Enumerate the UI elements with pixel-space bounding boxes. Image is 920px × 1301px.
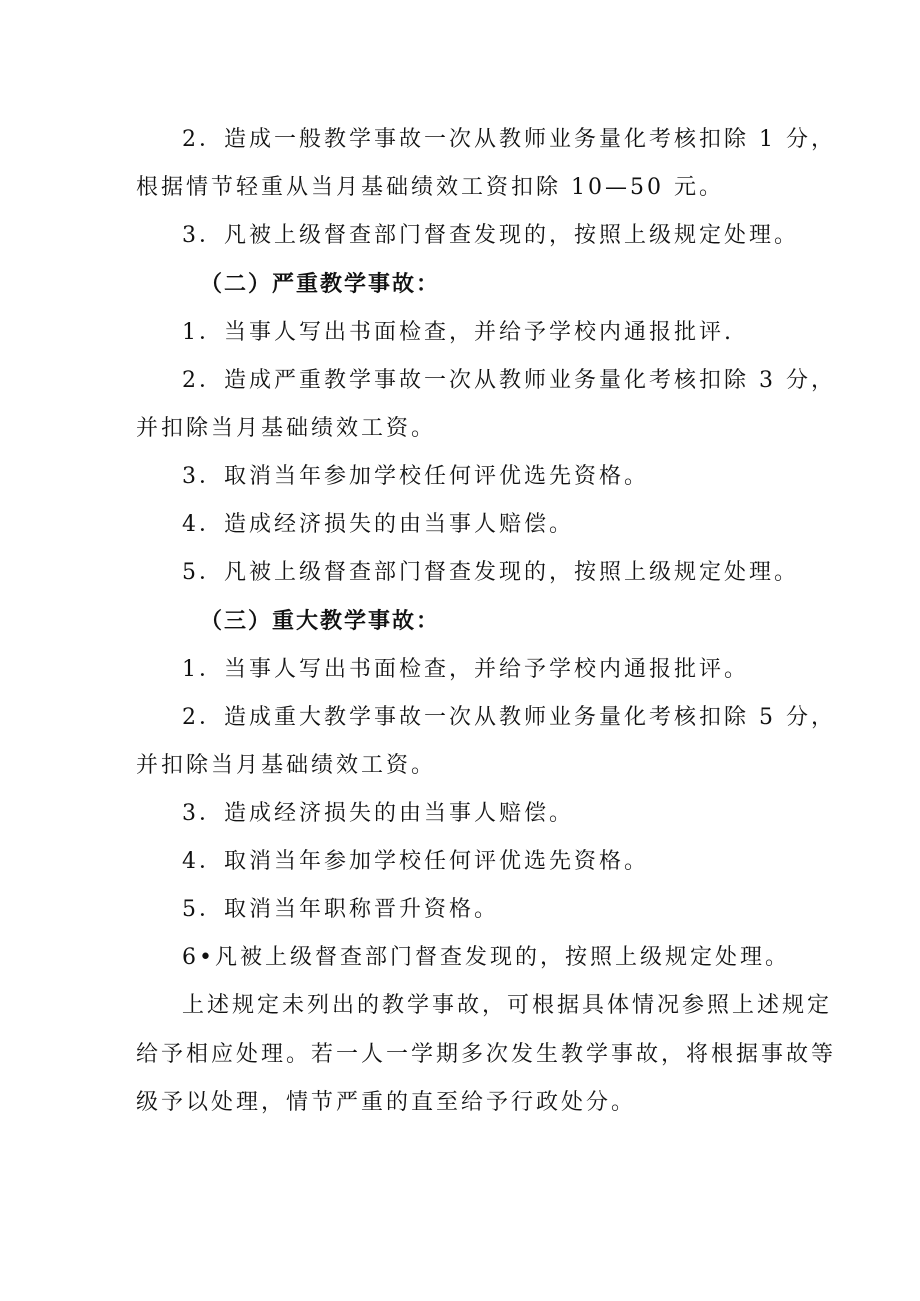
item-major-5: 5．取消当年职称晋升资格。	[182, 897, 499, 922]
item-serious-4: 4．造成经济损失的由当事人赔偿。	[182, 512, 574, 537]
item-serious-3: 3．取消当年参加学校任何评优选先资格。	[182, 464, 649, 489]
item-serious-1: 1．当事人写出书面检查，并给予学校内通报批评.	[182, 320, 734, 345]
closing-paragraph-line-3: 级予以处理，情节严重的直至给予行政处分。	[136, 1090, 637, 1115]
item-major-4: 4．取消当年参加学校任何评优选先资格。	[182, 849, 649, 874]
item-major-2-line-1: 2．造成重大教学事故一次从教师业务量化考核扣除 5 分，	[182, 705, 836, 730]
item-serious-2-line-1: 2．造成严重教学事故一次从教师业务量化考核扣除 3 分，	[182, 368, 836, 393]
item-general-2-line-1: 2．造成一般教学事故一次从教师业务量化考核扣除 1 分，	[182, 127, 836, 152]
item-serious-5: 5．凡被上级督查部门督查发现的，按照上级规定处理。	[182, 560, 799, 585]
item-major-2-line-2: 并扣除当月基础绩效工资。	[136, 753, 437, 778]
item-general-2-line-2: 根据情节轻重从当月基础绩效工资扣除 10—50 元。	[136, 175, 724, 200]
item-major-3: 3．造成经济损失的由当事人赔偿。	[182, 801, 574, 826]
item-major-1: 1．当事人写出书面检查，并给予学校内通报批评。	[182, 657, 749, 682]
item-general-3: 3．凡被上级督查部门督查发现的，按照上级规定处理。	[182, 223, 799, 248]
section-heading-serious: （二）严重教学事故：	[200, 271, 441, 297]
item-serious-2-line-2: 并扣除当月基础绩效工资。	[136, 416, 437, 441]
closing-paragraph-line-1: 上述规定未列出的教学事故，可根据具体情况参照上述规定	[182, 993, 833, 1018]
section-heading-major: （三）重大教学事故：	[200, 608, 441, 634]
item-major-6: 6•凡被上级督查部门督查发现的，按照上级规定处理。	[182, 945, 790, 970]
closing-paragraph-line-2: 给予相应处理。若一人一学期多次发生教学事故，将根据事故等	[136, 1042, 837, 1067]
